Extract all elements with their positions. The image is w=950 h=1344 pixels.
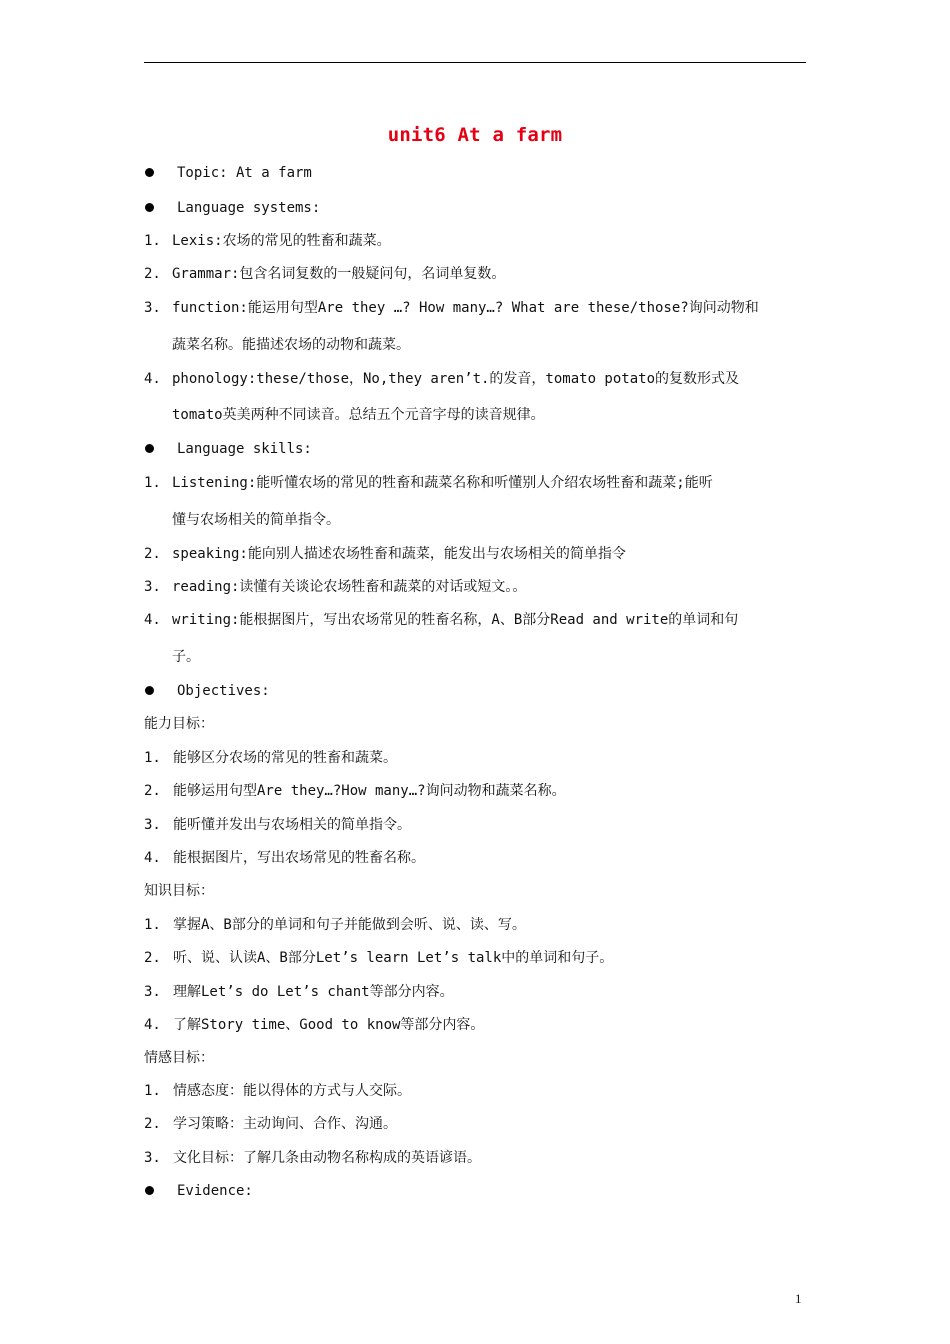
list-number: 2. [144, 950, 161, 966]
emotion-heading: 情感目标： [144, 1050, 214, 1066]
list-number: 2. [144, 546, 161, 562]
bullet-icon [145, 686, 154, 695]
list-item: writing:能根据图片，写出农场常见的牲畜名称，A、B部分Read and write的单词和句 [172, 612, 739, 628]
list-item: 掌握A、B部分的单词和句子并能做到会听、说、读、写。 [173, 917, 526, 933]
list-item: Listening:能听懂农场的常见的牲畜和蔬菜名称和听懂别人介绍农场牲畜和蔬菜;能听 [172, 475, 713, 491]
list-item: 情感态度：能以得体的方式与人交际。 [173, 1083, 411, 1099]
list-number: 2. [144, 266, 161, 282]
list-item: 理解Let’s do Let’s chant等部分内容。 [173, 984, 454, 1000]
bullet-icon [145, 203, 154, 212]
list-item: Grammar:包含名词复数的一般疑问句，名词单复数。 [172, 266, 506, 282]
list-number: 1. [144, 1083, 161, 1099]
list-item-continued: 懂与农场相关的简单指令。 [172, 512, 340, 528]
document-title: unit6 At a farm [387, 124, 563, 146]
list-item: reading:读懂有关谈论农场牲畜和蔬菜的对话或短文。。 [172, 579, 527, 595]
list-item: phonology:these/those，No,they aren’t.的发音，tomato potato的复数形式及 [172, 371, 740, 387]
skills-heading: Language skills: [177, 441, 312, 457]
list-item-continued: tomato英美两种不同读音。总结五个元音字母的读音规律。 [172, 407, 545, 423]
header-rule [144, 62, 806, 63]
objectives-heading: Objectives: [177, 683, 270, 699]
bullet-icon [145, 168, 154, 177]
list-item: function:能运用句型Are they …? How many…? What are these/those?询问动物和 [172, 300, 759, 316]
list-item: 能听懂并发出与农场相关的简单指令。 [173, 817, 411, 833]
list-number: 3. [144, 984, 161, 1000]
list-item: 能够运用句型Are they…?How many…?询问动物和蔬菜名称。 [173, 783, 566, 799]
list-number: 4. [144, 850, 161, 866]
page-number: 1 [795, 1291, 802, 1306]
list-item-continued: 子。 [172, 649, 200, 665]
list-item: 能根据图片，写出农场常见的牲畜名称。 [173, 850, 425, 866]
list-item: Lexis:农场的常见的牲畜和蔬菜。 [172, 233, 391, 249]
list-number: 1. [144, 917, 161, 933]
list-item: speaking:能向别人描述农场牲畜和蔬菜，能发出与农场相关的简单指令 [172, 546, 626, 562]
list-number: 2. [144, 783, 161, 799]
list-number: 4. [144, 371, 161, 387]
list-item-continued: 蔬菜名称。能描述农场的动物和蔬菜。 [172, 337, 410, 353]
ability-heading: 能力目标： [144, 716, 214, 732]
list-item: 能够区分农场的常见的牲畜和蔬菜。 [173, 750, 397, 766]
list-number: 3. [144, 579, 161, 595]
list-number: 3. [144, 1150, 161, 1166]
topic-line: Topic: At a farm [177, 165, 312, 181]
list-number: 1. [144, 475, 161, 491]
list-number: 4. [144, 612, 161, 628]
list-number: 3. [144, 300, 161, 316]
list-item: 听、说、认读A、B部分Let’s learn Let’s talk中的单词和句子。 [173, 950, 614, 966]
list-item: 文化目标：了解几条由动物名称构成的英语谚语。 [173, 1150, 481, 1166]
list-number: 2. [144, 1116, 161, 1132]
list-number: 1. [144, 233, 161, 249]
list-number: 3. [144, 817, 161, 833]
systems-heading: Language systems: [177, 200, 321, 216]
list-item: 了解Story time、Good to know等部分内容。 [173, 1017, 485, 1033]
list-number: 4. [144, 1017, 161, 1033]
list-number: 1. [144, 750, 161, 766]
list-item: 学习策略：主动询问、合作、沟通。 [173, 1116, 397, 1132]
bullet-icon [145, 444, 154, 453]
knowledge-heading: 知识目标： [144, 883, 214, 899]
bullet-icon [145, 1186, 154, 1195]
evidence-heading: Evidence: [177, 1183, 253, 1199]
